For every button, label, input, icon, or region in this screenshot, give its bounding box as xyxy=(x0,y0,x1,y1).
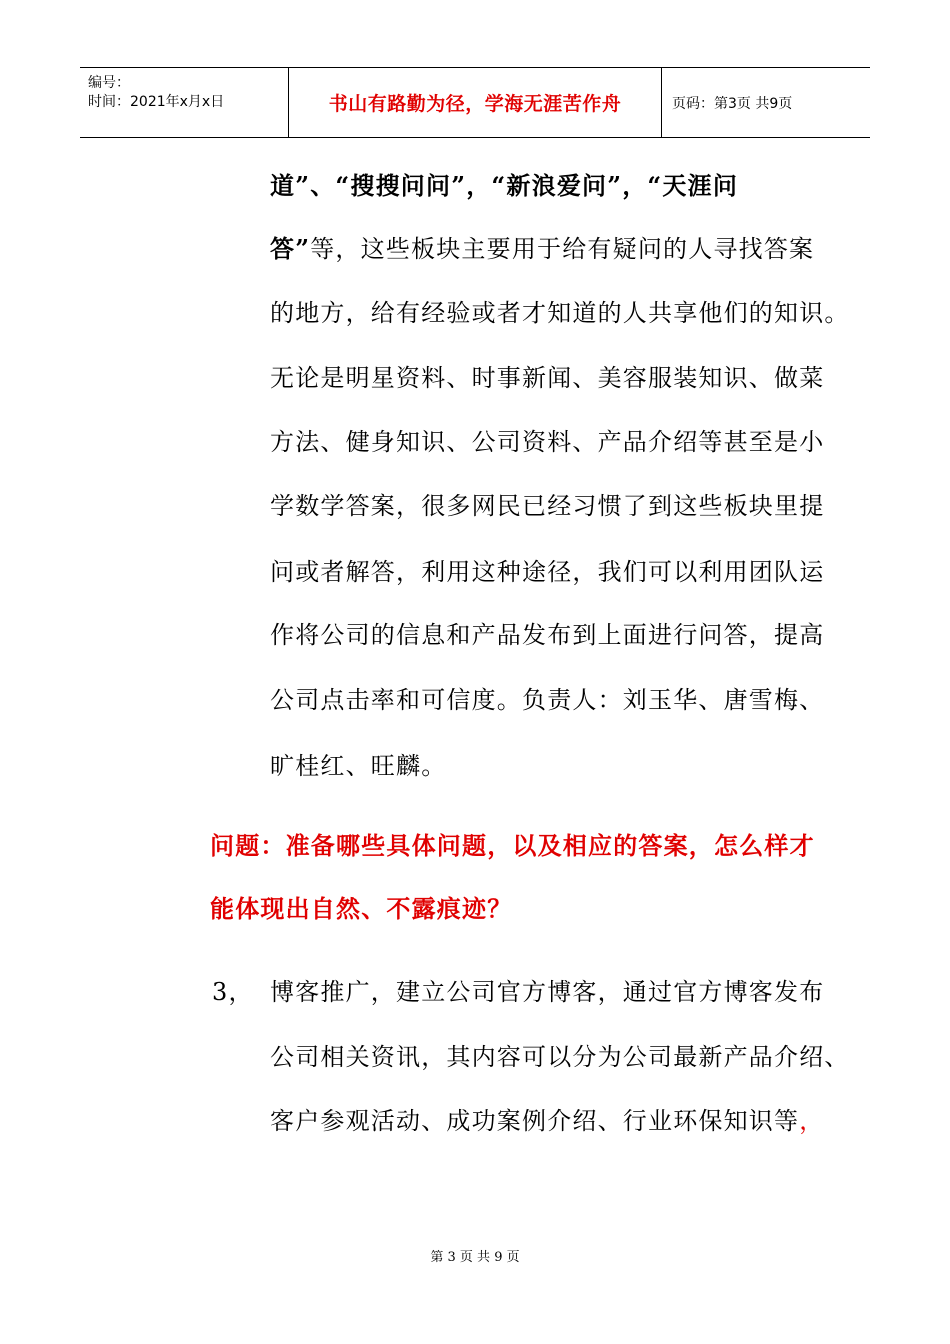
body-line-1: 道”、“搜搜问问”，“新浪爱问”，“天涯问 xyxy=(270,171,739,200)
list-item-line-2: 公司相关资讯，其内容可以分为公司最新产品介绍、 xyxy=(270,1043,850,1071)
body-line-2-rest: 等，这些板块主要用于给有疑问的人寻找答案 xyxy=(310,235,815,263)
page-footer: 第 3 页 共 9 页 xyxy=(430,1250,520,1265)
list-item-line-1: 博客推广，建立公司官方博客，通过官方博客发布 xyxy=(270,978,825,1006)
question-line-2: 能体现出自然、不露痕迹？ xyxy=(210,894,513,923)
body-line-5: 方法、健身知识、公司资料、产品介绍等甚至是小 xyxy=(270,428,825,456)
document-header xyxy=(80,67,870,138)
body-line-6: 学数学答案，很多网民已经习惯了到这些板块里提 xyxy=(270,492,825,520)
body-line-10: 旷桂红、旺麟。 xyxy=(270,752,447,780)
serial-number-label: 编号： xyxy=(88,75,130,91)
body-line-8: 作将公司的信息和产品发布到上面进行问答，提高 xyxy=(270,621,825,649)
body-line-9: 公司点击率和可信度。负责人：刘玉华、唐雪梅、 xyxy=(270,686,825,714)
list-item-number: 3， xyxy=(212,978,254,1006)
body-line-2-bold: 答” xyxy=(270,234,311,263)
body-line-2 xyxy=(270,235,814,263)
body-line-7: 问或者解答，利用这种途径，我们可以利用团队运 xyxy=(270,558,825,586)
list-item-line-3-tail: ， xyxy=(799,1107,825,1135)
header-meta xyxy=(80,68,289,137)
list-item-line-3-text: 客户参观活动、成功案例介绍、行业环保知识等 xyxy=(270,1107,800,1135)
list-item-line-3 xyxy=(270,1107,824,1135)
header-page-info: 页码：第3页 共9页 xyxy=(672,95,793,112)
question-line-1: 问题：准备哪些具体问题，以及相应的答案，怎么样才 xyxy=(210,831,815,860)
body-line-4: 无论是明星资料、时事新闻、美容服装知识、做菜 xyxy=(270,364,825,392)
header-motto: 书山有路勤为径，学海无涯苦作舟 xyxy=(289,68,662,137)
date-label: 时间：2021年x月x日 xyxy=(88,94,225,110)
body-line-3: 的地方，给有经验或者才知道的人共享他们的知识。 xyxy=(270,299,850,327)
